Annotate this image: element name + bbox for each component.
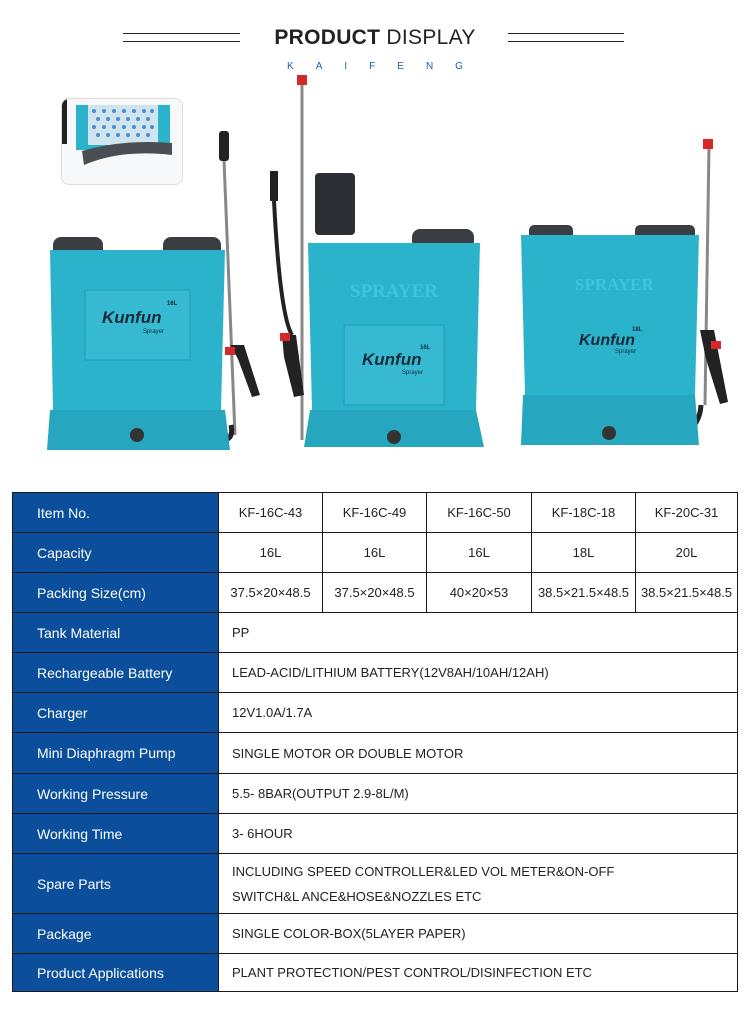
row-label: Capacity (13, 533, 219, 573)
svg-text:Kunfun: Kunfun (362, 350, 422, 369)
cell-line: INCLUDING SPEED CONTROLLER&LED VOL METER&ON-OFF (232, 863, 615, 879)
cell-value: 38.5×21.5×48.5 (532, 573, 636, 613)
table-row-package (13, 914, 738, 954)
cell-value: KF-16C-50 (427, 493, 532, 533)
cell-value: 37.5×20×48.5 (219, 573, 323, 613)
table-row-working-pressure (13, 774, 738, 814)
row-label: Mini Diaphragm Pump (13, 733, 219, 774)
page-title (0, 26, 750, 50)
cell-value: 16L (427, 533, 532, 573)
cell-value: PLANT PROTECTION/PEST CONTROL/DISINFECTION ETC (219, 954, 738, 992)
svg-text:Kunfun: Kunfun (102, 308, 162, 327)
cell-line: SWITCH&L ANCE&HOSE&NOZZLES ETC (232, 888, 482, 904)
cell-value: 37.5×20×48.5 (323, 573, 427, 613)
row-label: Tank Material (13, 613, 219, 653)
svg-text:Sprayer: Sprayer (615, 349, 637, 355)
page-header (0, 0, 750, 80)
table-row-applications (13, 954, 738, 992)
cell-value: SINGLE MOTOR OR DOUBLE MOTOR (219, 733, 738, 774)
brand-subtitle: KAIFENG (287, 61, 485, 72)
sprayer-image-2 (262, 75, 502, 470)
table-row-pump (13, 733, 738, 774)
row-label: Item No. (13, 493, 219, 533)
table-row-spare-parts (13, 854, 738, 914)
sprayer-image-3 (515, 135, 745, 470)
cell-value: 18L (532, 533, 636, 573)
cell-value: KF-18C-18 (532, 493, 636, 533)
svg-text:16L: 16L (420, 345, 431, 351)
row-label: Charger (13, 693, 219, 733)
table-row-charger (13, 693, 738, 733)
svg-text:Kunfun: Kunfun (579, 332, 635, 349)
cell-value: 5.5- 8BAR(OUTPUT 2.9-8L/M) (219, 774, 738, 814)
cell-value: 38.5×21.5×48.5 (636, 573, 738, 613)
table-row-working-time (13, 814, 738, 854)
cell-value: KF-16C-43 (219, 493, 323, 533)
table-row-packing-size (13, 573, 738, 613)
row-label: Spare Parts (13, 854, 219, 914)
svg-text:18L: 18L (632, 327, 643, 333)
cell-value: KF-16C-49 (323, 493, 427, 533)
cell-value: PP (219, 613, 738, 653)
cell-value: KF-20C-31 (636, 493, 738, 533)
svg-text:SPRAYER: SPRAYER (575, 275, 654, 294)
cell-value: LEAD-ACID/LITHIUM BATTERY(12V8AH/10AH/12AH) (219, 653, 738, 693)
title-bold: PRODUCT (274, 26, 381, 49)
spec-table (12, 492, 738, 992)
title-light: DISPLAY (386, 26, 476, 49)
svg-text:Sprayer: Sprayer (402, 370, 424, 376)
cell-value: 20L (636, 533, 738, 573)
row-label: Working Pressure (13, 774, 219, 814)
cell-value (219, 854, 738, 914)
svg-text:16L: 16L (167, 301, 178, 307)
cell-value: 16L (323, 533, 427, 573)
cell-value: 3- 6HOUR (219, 814, 738, 854)
table-row-capacity (13, 533, 738, 573)
svg-text:Sprayer: Sprayer (143, 329, 165, 335)
cell-value: 40×20×53 (427, 573, 532, 613)
svg-text:SPRAYER: SPRAYER (350, 281, 438, 302)
row-label: Package (13, 914, 219, 954)
row-label: Working Time (13, 814, 219, 854)
sprayer-image-1 (45, 125, 260, 465)
cell-value: 12V1.0A/1.7A (219, 693, 738, 733)
row-label: Packing Size(cm) (13, 573, 219, 613)
table-row-item-no (13, 493, 738, 533)
title-divider-right (508, 33, 624, 42)
cell-value: SINGLE COLOR-BOX(5LAYER PAPER) (219, 914, 738, 954)
row-label: Rechargeable Battery (13, 653, 219, 693)
table-row-battery (13, 653, 738, 693)
cell-value: 16L (219, 533, 323, 573)
table-row-tank-material (13, 613, 738, 653)
row-label: Product Applications (13, 954, 219, 992)
